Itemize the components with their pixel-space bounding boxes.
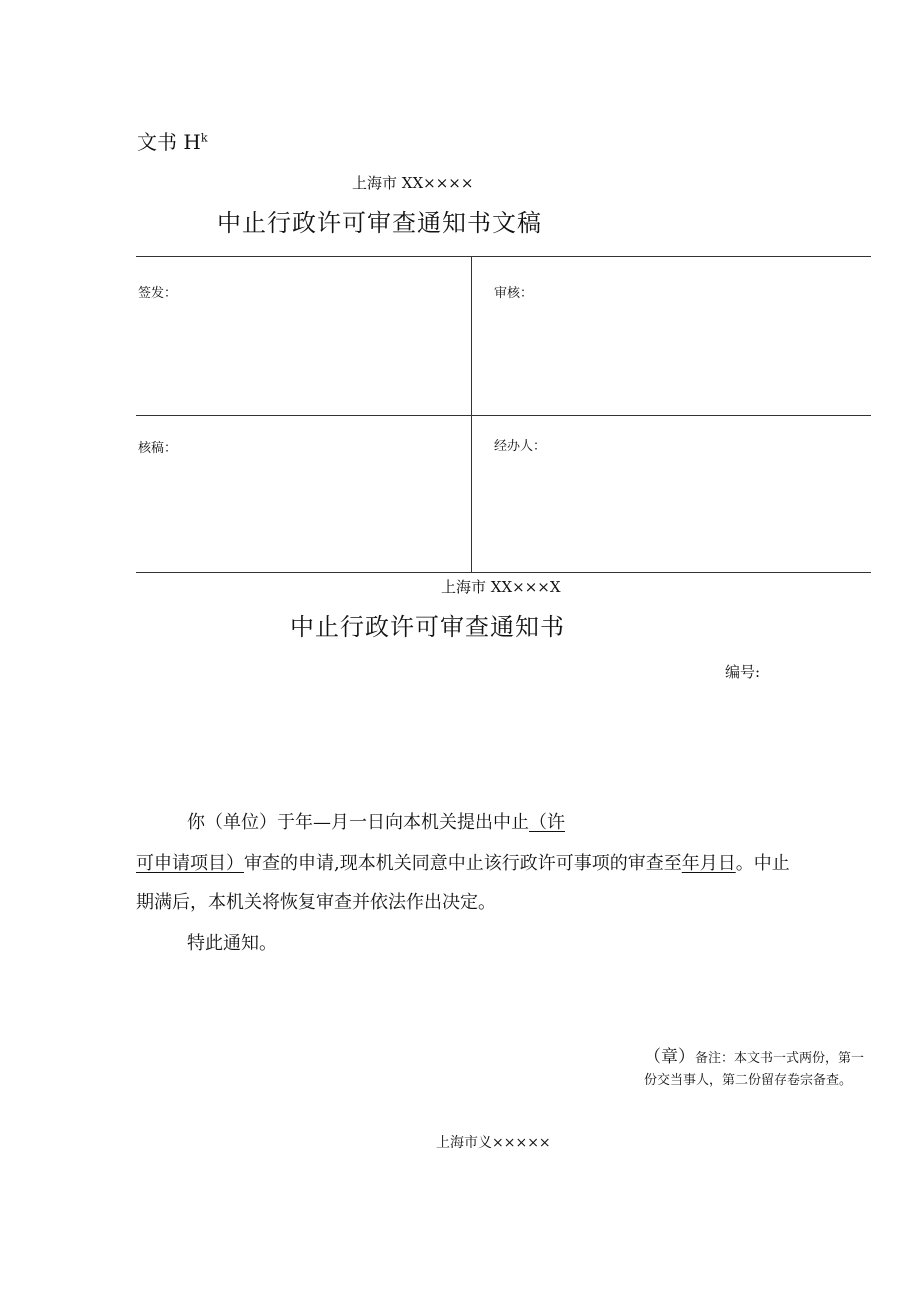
document-code-text: 文书 H — [137, 130, 201, 154]
table-horizontal-divider — [136, 415, 871, 416]
issue-field-label: 签发： — [138, 286, 178, 301]
review-field-label: 审核： — [494, 286, 534, 301]
para1-text: 你（单位）于年—月一日向本机关提出中止 — [187, 812, 529, 833]
notice-paragraph-1 — [187, 808, 565, 834]
document-code — [137, 126, 207, 155]
para1-underlined-text: （许 — [529, 812, 565, 833]
notice-paragraph-3: 期满后，本机关将恢复审查并依法作出决定。 — [136, 892, 496, 913]
handler-field-label: 经办人： — [494, 439, 547, 454]
draft-title: 中止行政许可审查通知书文稿 — [217, 209, 542, 237]
serial-number-label: 编号: — [725, 663, 761, 681]
para2-underlined-item: 可申请项目） — [136, 853, 244, 874]
notice-title: 中止行政许可审查通知书 — [290, 613, 565, 641]
document-code-superscript: k — [200, 131, 208, 145]
draft-authority: 上海市 XX×××× — [352, 174, 474, 192]
notice-closing: 特此通知。 — [187, 933, 277, 954]
para2-tail: 。中止 — [735, 853, 790, 874]
remark-block — [644, 1046, 870, 1092]
signature-table — [136, 256, 871, 573]
bottom-authority: 上海市义××××× — [436, 1135, 551, 1151]
remark-text: 备注：本文书一式两份，第一份交当事人，第二份留存卷宗备查。 — [644, 1051, 865, 1088]
notice-authority: 上海市 XX×××X — [441, 578, 561, 596]
para2-text: 审查的申请,现本机关同意中止该行政许可事项的审查至 — [244, 853, 682, 874]
para2-underlined-date: 年月日 — [681, 853, 736, 874]
seal-label: （章） — [644, 1047, 695, 1067]
verify-field-label: 核稿： — [138, 441, 178, 456]
notice-paragraph-2 — [136, 849, 790, 875]
